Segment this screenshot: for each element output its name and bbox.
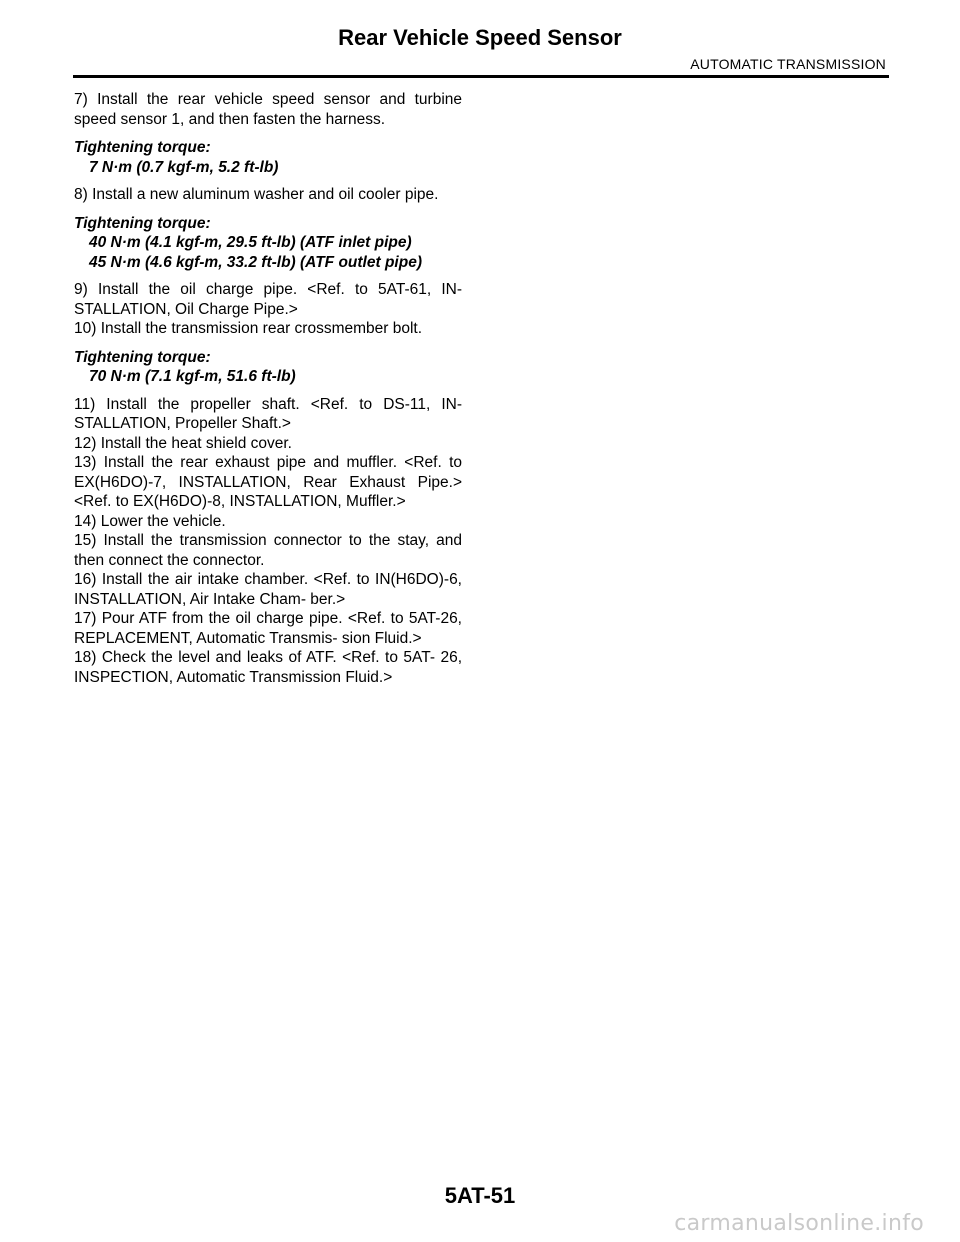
step-17: 17) Pour ATF from the oil charge pipe. <Ref. to 5AT-26, REPLACEMENT, Automatic Transmis- sion Fluid.> xyxy=(74,610,462,647)
step-12: 12) Install the heat shield cover. xyxy=(74,434,292,452)
torque-spec-3 xyxy=(74,348,462,387)
step-9: 9) Install the oil charge pipe. <Ref. to 5AT-61, IN- STALLATION, Oil Charge Pipe.> xyxy=(74,281,462,318)
torque-value-outlet: 45 N·m (4.6 kgf-m, 33.2 ft-lb) (ATF outlet pipe) xyxy=(89,253,422,271)
step-15: 15) Install the transmission connector to the stay, and then connect the connector. xyxy=(74,532,462,569)
procedure-column xyxy=(74,90,462,687)
torque-value-inlet: 40 N·m (4.1 kgf-m, 29.5 ft-lb) (ATF inlet pipe) xyxy=(89,234,412,251)
torque-value: 7 N·m (0.7 kgf-m, 5.2 ft-lb) xyxy=(89,158,279,176)
step-8: 8) Install a new aluminum washer and oil cooler pipe. xyxy=(74,186,439,203)
torque-value: 70 N·m (7.1 kgf-m, 51.6 ft-lb) xyxy=(89,368,296,385)
header-rule xyxy=(73,75,889,78)
torque-spec-2 xyxy=(74,214,462,273)
page-number: 5AT-51 xyxy=(444,1183,516,1208)
step-7: 7) Install the rear vehicle speed sensor and turbine speed sensor 1, and then fasten the harness. xyxy=(74,91,462,128)
step-16: 16) Install the air intake chamber. <Ref. to IN(H6DO)-6, INSTALLATION, Air Intake Cham- ber.> xyxy=(74,571,462,608)
step-13: 13) Install the rear exhaust pipe and muffler. <Ref. to EX(H6DO)-7, INSTALLATION, Rear Exhaust Pipe.> <Ref. to EX(H6DO)-8, INSTALLATION, Muffler.> xyxy=(74,454,462,510)
torque-spec-1 xyxy=(74,138,462,177)
step-14: 14) Lower the vehicle. xyxy=(74,512,226,530)
section-name: AUTOMATIC TRANSMISSION xyxy=(690,56,886,72)
torque-heading: Tightening torque: xyxy=(74,139,211,156)
watermark: carmanualsonline.info xyxy=(674,1211,924,1236)
step-11: 11) Install the propeller shaft. <Ref. to DS-11, IN- STALLATION, Propeller Shaft.> xyxy=(74,395,462,432)
torque-heading: Tightening torque: xyxy=(74,214,211,232)
page-title: Rear Vehicle Speed Sensor xyxy=(338,25,622,50)
torque-heading: Tightening torque: xyxy=(74,348,211,366)
step-18: 18) Check the level and leaks of ATF. <Ref. to 5AT- 26, INSPECTION, Automatic Transmission Fluid.> xyxy=(74,649,462,686)
step-10: 10) Install the transmission rear crossmember bolt. xyxy=(74,320,423,337)
